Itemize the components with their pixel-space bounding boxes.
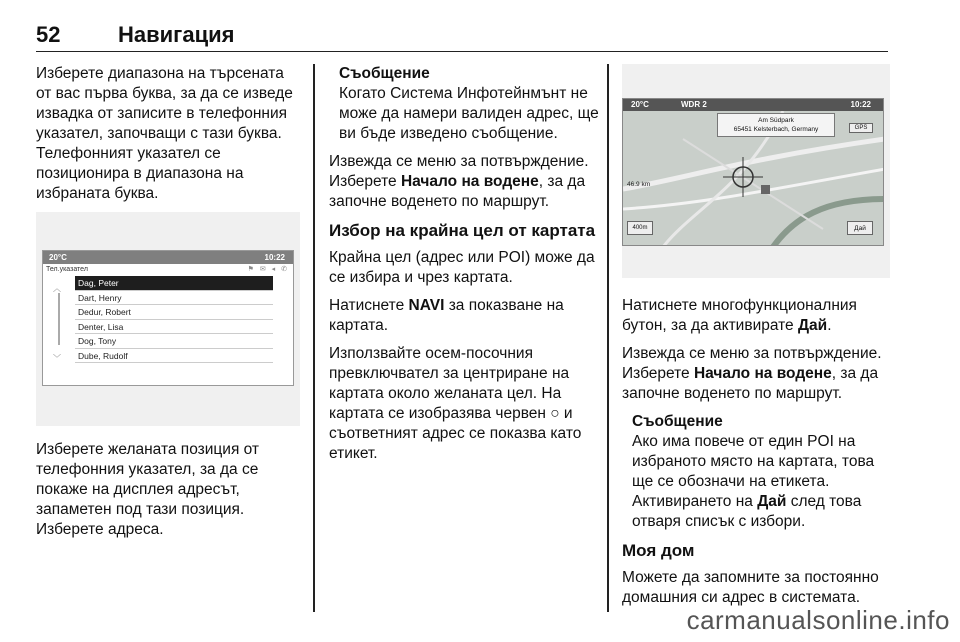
- scrollbar-track: [58, 293, 60, 345]
- column-1: [36, 64, 300, 548]
- clock: 10:22: [850, 100, 871, 109]
- screen-subtitle: [43, 264, 293, 276]
- section-heading: Моя дом: [622, 541, 695, 560]
- paragraph: Изберете желаната позиция от телефонния указател, за да се покаже на дисплея адресът, запаметен под тази позиция. Изберете адреса.: [36, 441, 260, 538]
- scroll-down-icon: ﹀: [53, 354, 61, 363]
- address-street: Am Südpark: [758, 117, 794, 124]
- section-heading: Избор на крайна цел от картата: [329, 221, 596, 240]
- status-bar: [43, 251, 293, 264]
- go-button: Дай: [847, 221, 873, 235]
- gps-badge: GPS: [849, 123, 873, 133]
- paragraph: Можете да запомните за постоянно домашния си адрес в системата.: [622, 569, 879, 606]
- button-term: NAVI: [408, 297, 445, 314]
- watermark: carmanualsonline.info: [686, 605, 950, 635]
- map-status-bar: [623, 99, 883, 111]
- button-term: Дай: [798, 317, 828, 334]
- paragraph: [329, 152, 601, 212]
- note-text: Когато Система Инфотейнмънт не може да намери валиден адрес, ще ви бъде изведено съобщение.: [339, 85, 599, 142]
- page-title: Навигация: [118, 22, 235, 47]
- button-term: Дай: [757, 493, 787, 510]
- infotainment-screen: [42, 250, 294, 386]
- temperature: 20°C: [49, 253, 67, 262]
- text: Извежда се меню за потвърждение. Изберете: [329, 153, 589, 190]
- text: Ако има повече от един POI на избраното място на картата, това ще се обозначи на етикета. Активирането на: [632, 433, 875, 510]
- status-icons: ⚑ ✉ ◂ ✆: [247, 266, 289, 273]
- paragraph: [622, 344, 890, 404]
- contact-item: Dube, Rudolf: [75, 349, 273, 364]
- map-scale: 400m: [627, 221, 653, 235]
- paragraph: Използвайте осем-посочния превключвател за центриране на картата около желаната цел. На картата се изобразява червен ○ и съответният адрес се показва като етикет.: [329, 345, 582, 462]
- note-box: [622, 412, 890, 532]
- clock: 10:22: [264, 253, 285, 262]
- text: , за да започне воденето по маршрут.: [622, 365, 879, 402]
- contact-item: Denter, Lisa: [75, 320, 273, 335]
- contact-item: Dag, Peter: [75, 276, 273, 291]
- scroll-up-icon: ︿: [53, 284, 61, 293]
- note-text: [632, 432, 890, 532]
- temperature: 20°C: [631, 100, 649, 109]
- paragraph: Изберете диапазона на търсената от вас първа буква, за да се изведе извадка от записите в телефонния указател, започващи с тази буква. Телефонният указател се позиционира в диапазона на избраната буква.: [36, 65, 293, 202]
- contact-list: [75, 276, 273, 363]
- paragraph: [622, 296, 890, 336]
- column-divider: [313, 64, 315, 612]
- contact-item: Dart, Henry: [75, 291, 273, 306]
- page-header: [36, 22, 888, 52]
- contact-item: Dog, Tony: [75, 334, 273, 349]
- paragraph: [329, 296, 601, 336]
- column-2: [329, 64, 601, 472]
- menu-term: Начало на водене: [693, 365, 832, 382]
- radio-station: WDR 2: [681, 100, 707, 109]
- address-label: [717, 113, 835, 137]
- paragraph: Крайна цел (адрес или POI) може да се избира и чрез картата.: [329, 249, 595, 286]
- text: за показване на картата.: [329, 297, 564, 334]
- page-number: 52: [36, 22, 61, 47]
- text: Извежда се меню за потвърждение. Изберете: [622, 345, 882, 382]
- note-box: [329, 64, 601, 144]
- text: след това отваря списък с избори.: [632, 493, 862, 530]
- menu-term: Начало на водене: [400, 173, 539, 190]
- text: , за да започне воденето по маршрут.: [329, 173, 586, 210]
- note-title: Съобщение: [632, 413, 723, 430]
- column-3: [622, 64, 890, 616]
- text: Натиснете: [329, 297, 409, 314]
- address-city: 65451 Kelsterbach, Germany: [733, 126, 819, 133]
- map-screenshot: [622, 64, 890, 278]
- phonebook-label: Тел.указател: [46, 266, 88, 273]
- column-divider: [607, 64, 609, 612]
- text: .: [827, 317, 832, 334]
- distance-readout: 46.9 km: [627, 181, 651, 188]
- text: Натиснете многофункционалния бутон, за да активирате: [622, 297, 857, 334]
- note-title: Съобщение: [339, 65, 430, 82]
- contact-item: Dedur, Robert: [75, 305, 273, 320]
- map-screen: [622, 98, 884, 246]
- phonebook-screenshot: [36, 212, 300, 426]
